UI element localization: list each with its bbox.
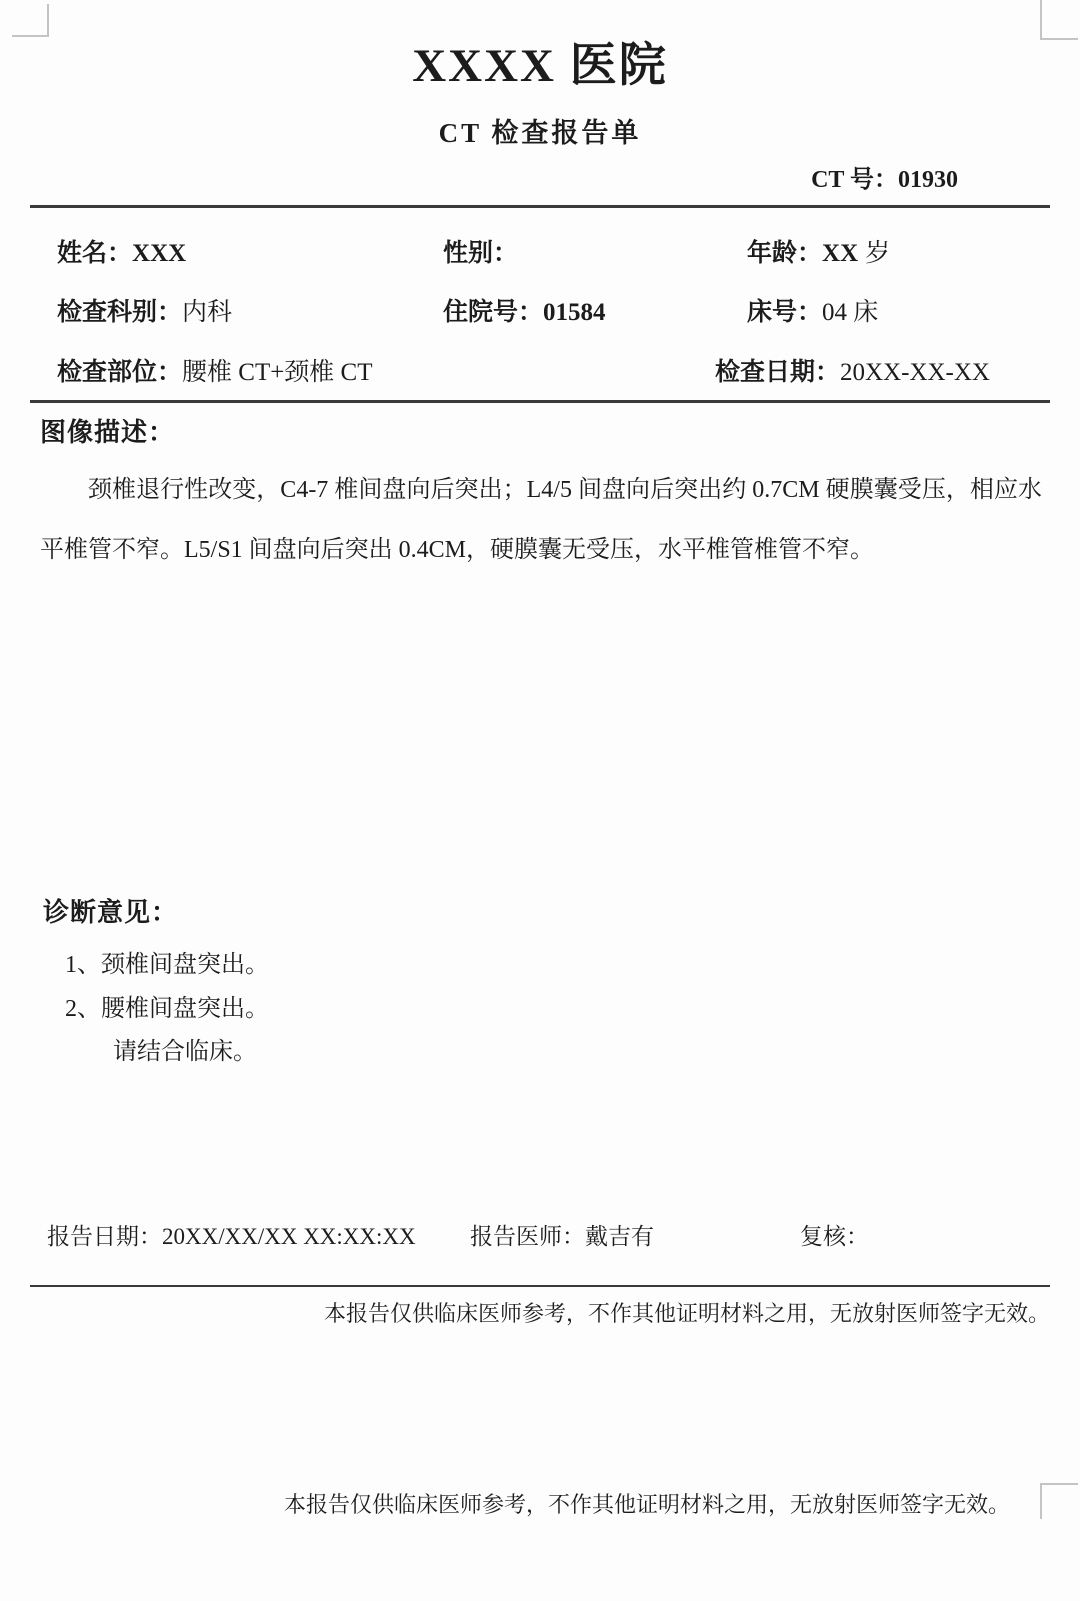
field-admission-no xyxy=(443,292,606,328)
field-admission-no-label: 住院号： xyxy=(443,299,544,326)
field-name xyxy=(57,233,186,269)
footer-divider xyxy=(30,1285,1050,1287)
report-physician-value: 戴吉有 xyxy=(585,1224,654,1249)
field-gender-label: 性别： xyxy=(443,240,519,267)
report-date xyxy=(47,1218,416,1251)
report-title: CT 检查报告单 xyxy=(438,118,642,148)
field-name-label: 姓名： xyxy=(57,240,133,267)
field-exam-part-value: 腰椎 CT+颈椎 CT xyxy=(182,359,373,386)
report-review xyxy=(800,1218,869,1251)
field-name-value: XXX xyxy=(132,240,187,267)
ct-number-label: CT 号： xyxy=(811,167,898,193)
report-physician xyxy=(470,1218,654,1251)
field-age-label: 年龄： xyxy=(747,240,823,267)
diagnosis-item-1: 1、颈椎间盘突出。 xyxy=(65,952,269,978)
diagnosis-note: 请结合临床。 xyxy=(113,1039,257,1065)
ct-number xyxy=(811,159,958,194)
field-gender xyxy=(443,233,518,269)
report-date-value: 20XX/XX/XX XX:XX:XX xyxy=(162,1224,416,1249)
disclaimer-top: 本报告仅供临床医师参考，不作其他证明材料之用，无放射医师签字无效。 xyxy=(323,1301,1050,1326)
field-admission-no-value: 01584 xyxy=(543,299,606,326)
hospital-name: XXXX 医院 xyxy=(412,40,668,92)
field-exam-part-label: 检查部位： xyxy=(57,359,183,386)
field-age-value: XX xyxy=(822,240,859,267)
diagnosis-item-2: 2、腰椎间盘突出。 xyxy=(65,996,269,1022)
ct-number-value: 01930 xyxy=(898,167,958,193)
field-exam-date xyxy=(715,352,990,388)
image-description-body: 颈椎退行性改变，C4-7 椎间盘向后突出；L4/5 间盘向后突出约 0.7CM 硬膜囊受压，相应水平椎管不窄。L5/S1 间盘向后突出 0.4CM，硬膜囊无受压，水平椎管椎管不窄。 xyxy=(40,477,1042,563)
info-divider xyxy=(30,400,1050,403)
field-age xyxy=(747,233,890,269)
field-department-value: 内科 xyxy=(182,299,233,326)
report-physician-label: 报告医师： xyxy=(470,1224,585,1249)
field-exam-date-label: 检查日期： xyxy=(715,359,841,386)
field-department xyxy=(57,292,232,328)
disclaimer-bottom: 本报告仅供临床医师参考，不作其他证明材料之用，无放射医师签字无效。 xyxy=(283,1492,1010,1517)
diagnosis-heading: 诊断意见： xyxy=(43,898,179,927)
field-bed-no-label: 床号： xyxy=(747,299,823,326)
field-department-label: 检查科别： xyxy=(57,299,183,326)
field-age-unit: 岁 xyxy=(865,240,891,267)
field-exam-date-value: 20XX-XX-XX xyxy=(840,359,990,386)
page-corner-mark-bottom-right xyxy=(1040,1483,1078,1519)
image-description-heading: 图像描述： xyxy=(40,418,176,447)
field-bed-no xyxy=(747,292,878,328)
field-exam-part xyxy=(57,352,373,388)
report-review-label: 复核： xyxy=(800,1224,869,1249)
report-date-label: 报告日期： xyxy=(47,1224,162,1249)
header-divider xyxy=(30,205,1050,208)
field-bed-no-value: 04 床 xyxy=(822,299,879,326)
